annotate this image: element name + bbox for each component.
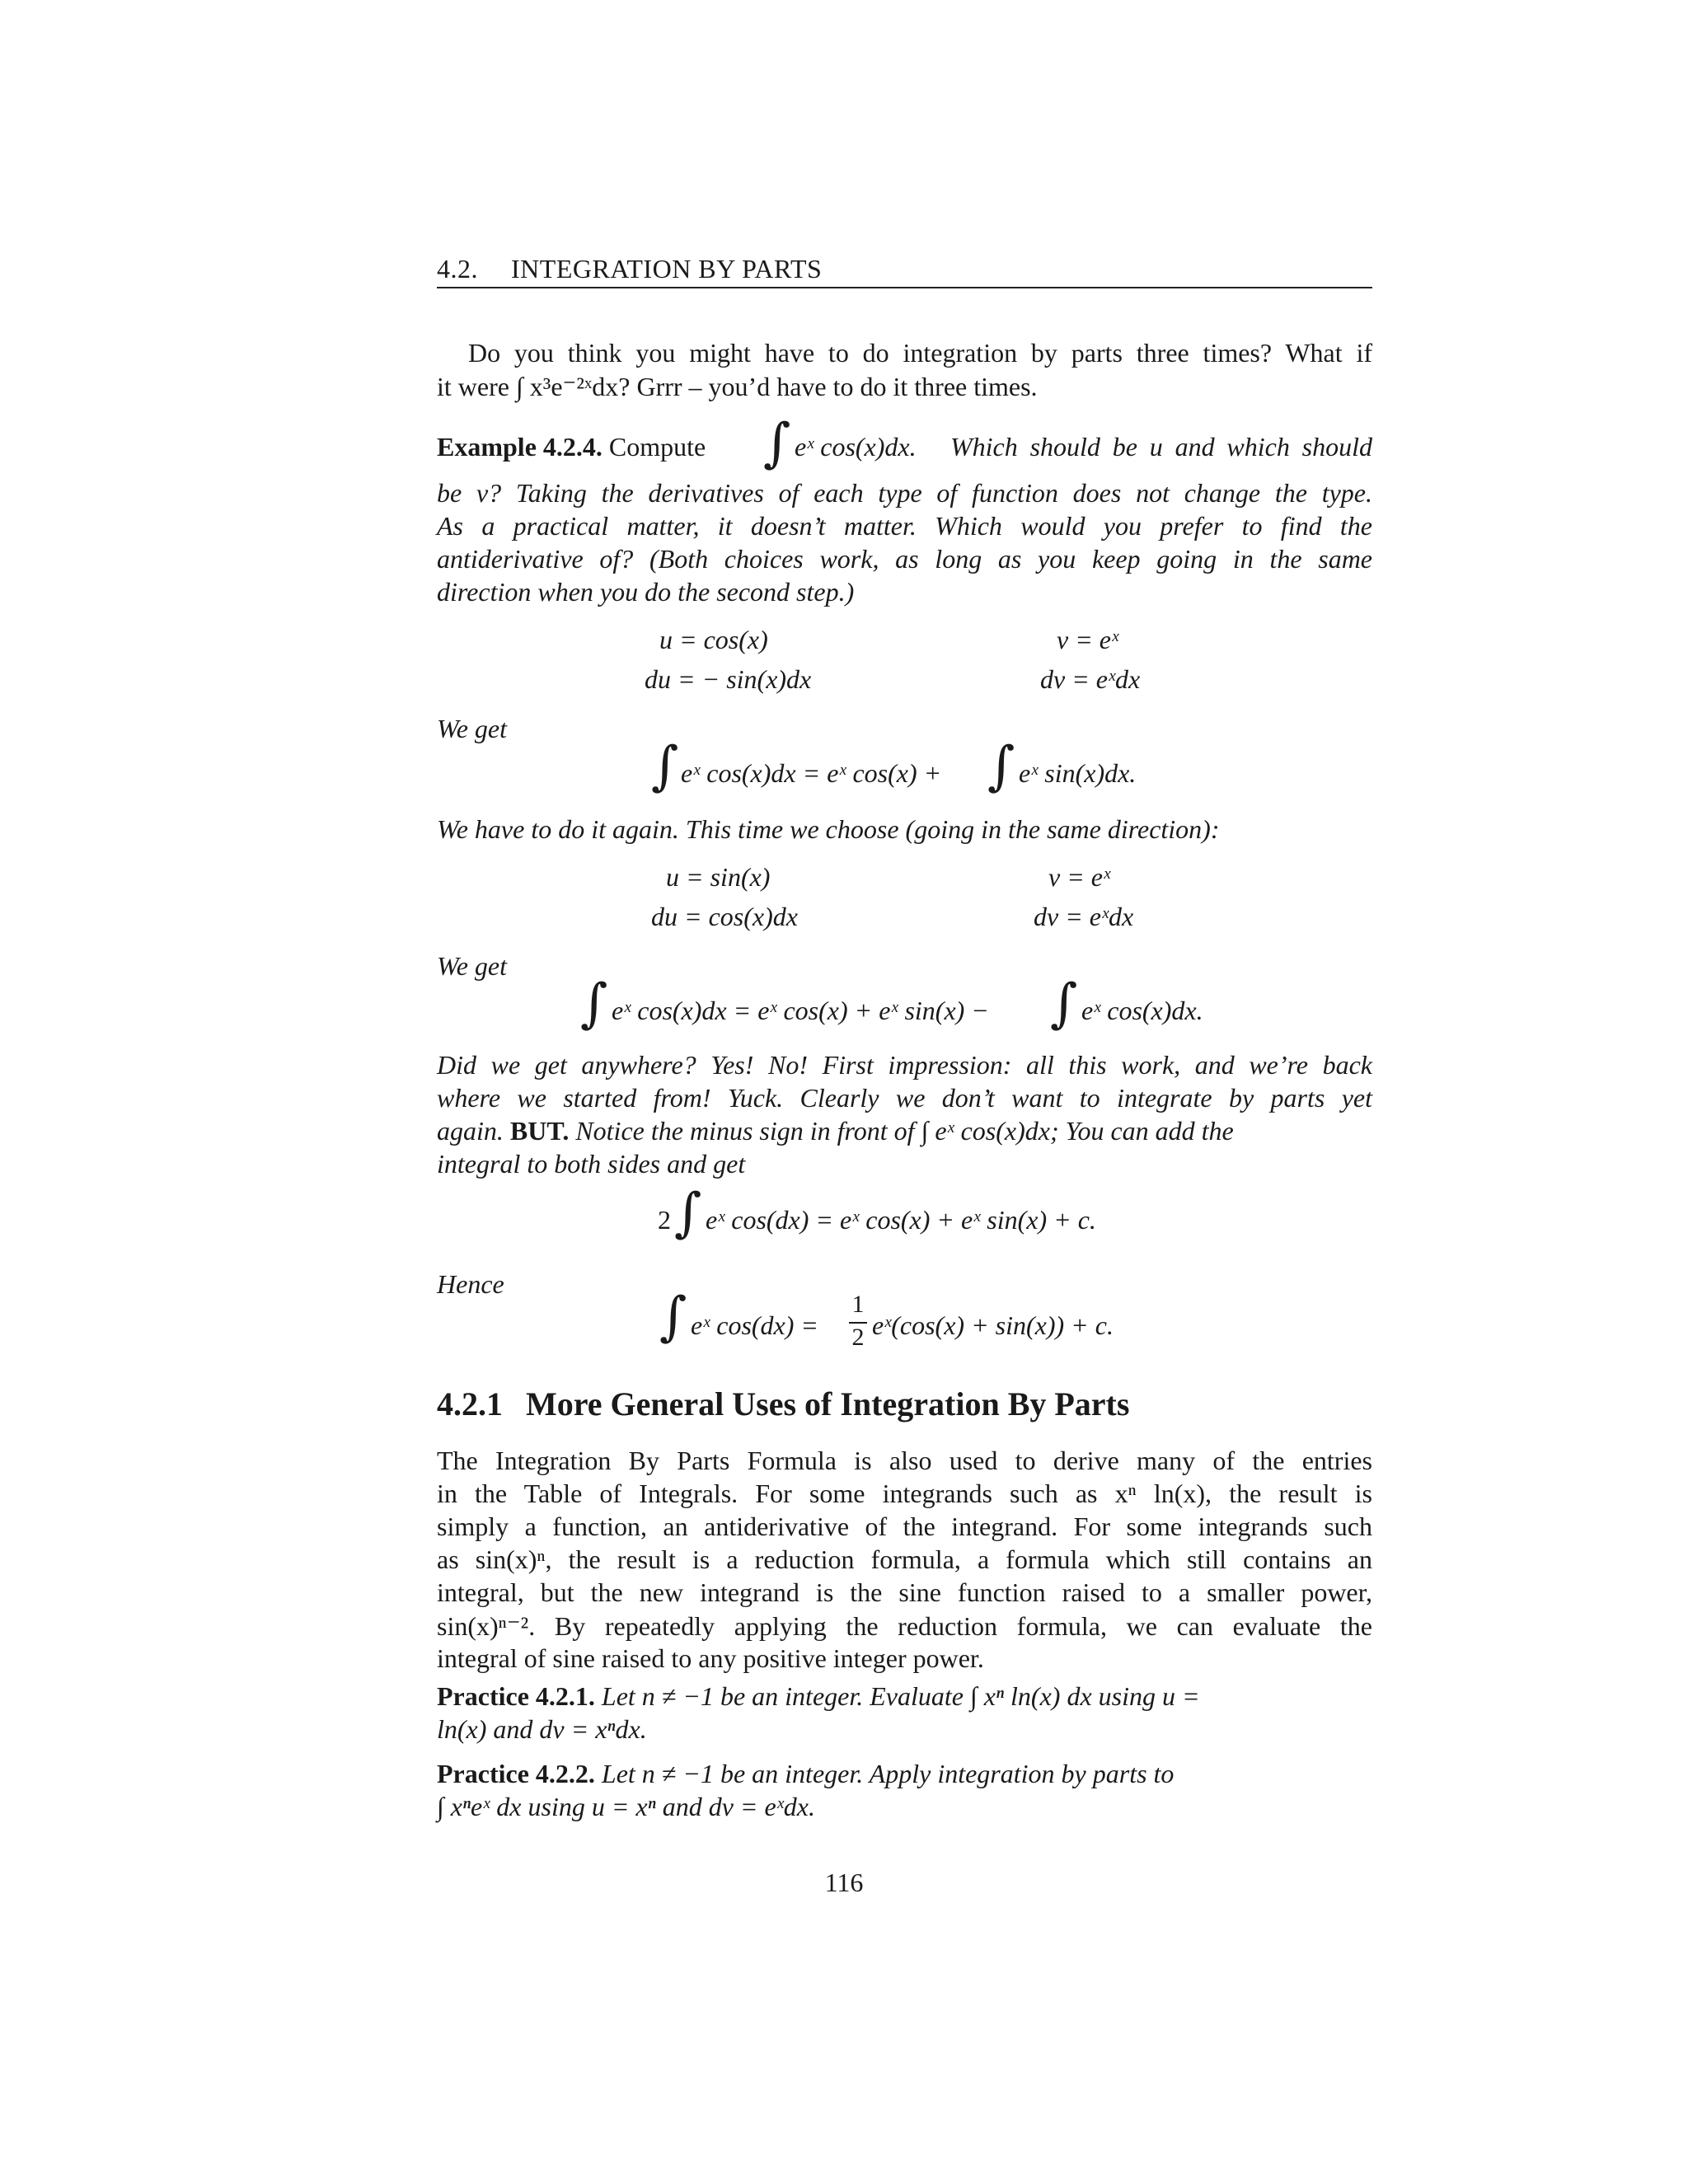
result4-rhs: eˣ(cos(x) + sin(x)) + c. [872,1310,1114,1340]
running-head [437,254,1372,284]
example-label: Example 4.2.4. [437,432,603,462]
discussion-line-4: integral to both sides and get [437,1149,746,1179]
section-title: More General Uses of Integration By Parts [526,1385,1130,1422]
integral-sign: ∫ [659,1286,687,1347]
example-integrand: eˣ cos(x)dx. [795,432,917,462]
section-heading [437,1385,1129,1423]
choice2-dv: dv = eˣdx [1034,902,1134,931]
choice1-dv: dv = eˣdx [1040,664,1141,694]
paragraph-line: sin(x)ⁿ⁻². By repeatedly applying the reduction formula, we can evaluate the [437,1611,1372,1641]
result3-coefficient: 2 [658,1205,671,1235]
paragraph-line: as sin(x)ⁿ, the result is a reduction formula, a formula which still contains an [437,1544,1372,1574]
practice2-text: Let n ≠ −1 be an integer. Apply integration by parts to [601,1759,1175,1788]
page-number: 116 [824,1868,864,1897]
discussion-line-3 [437,1116,1372,1146]
integral-sign: ∫ [763,413,791,474]
integral-sign: ∫ [987,736,1015,797]
integral-sign: ∫ [674,1183,702,1244]
integral-sign: ∫ [580,973,608,1034]
discussion-line-1: Did we get anywhere? Yes! No! First impression: all this work, and we’re back [437,1050,1372,1080]
result4-lhs: eˣ cos(dx) = [691,1310,818,1340]
header-rule [437,287,1372,288]
integral-sign: ∫ [1050,973,1078,1034]
practice1-text: Let n ≠ −1 be an integer. Evaluate ∫ xⁿ ln(x) dx using u = [601,1681,1200,1711]
section-number: 4.2.1 [437,1385,503,1422]
again-line: We have to do it again. This time we choose (going in the same direction): [437,814,1220,844]
result2-rhs: eˣ cos(x)dx. [1081,996,1203,1025]
paragraph-line: simply a function, an antiderivative of the integrand. For some integrands such [437,1511,1372,1541]
result1-rhs: eˣ sin(x)dx. [1019,758,1137,788]
paragraph-line: The Integration By Parts Formula is also used to derive many of the entries [437,1446,1372,1475]
discussion-but: BUT. [509,1116,570,1146]
practice2-line-1 [437,1759,1372,1789]
discussion-line-2: where we started from! Yuck. Clearly we don’t want to integrate by parts yet [437,1083,1372,1113]
example-line-2: be v? Taking the derivatives of each type of function does not change the type. [437,478,1372,508]
example-line-5: direction when you do the second step.) [437,577,855,607]
we-get-1: We get [437,714,508,743]
intro-line-2: it were ∫ x³e⁻²ˣdx? Grrr – you’d have to do it three times. [437,372,1038,401]
practice1-line-2: ln(x) and dv = xⁿdx. [437,1714,647,1744]
discussion-notice: Notice the minus sign in front of ∫ eˣ cos(x)dx; You can add the [575,1116,1234,1146]
running-head-number: 4.2. [437,254,478,284]
practice2-label: Practice 4.2.2. [437,1759,595,1788]
paragraph-line: integral, but the new integrand is the sine function raised to a smaller power, [437,1577,1372,1607]
choice2-du: du = cos(x)dx [651,902,798,931]
choice1-du: du = − sin(x)dx [645,664,812,694]
paragraph-line: integral of sine raised to any positive integer power. [437,1643,984,1673]
running-head-title: INTEGRATION BY PARTS [511,254,823,284]
fraction-numerator: 1 [851,1291,865,1318]
practice1-label: Practice 4.2.1. [437,1681,595,1711]
fraction-denominator: 2 [851,1324,865,1351]
practice2-line-2: ∫ xⁿeˣ dx using u = xⁿ and dv = eˣdx. [437,1792,815,1821]
example-line-4: antiderivative of? (Both choices work, as long as you keep going in the same [437,544,1372,574]
example-line-3: As a practical matter, it doesn’t matter. Which would you prefer to find the [437,511,1372,541]
result3-rhs: eˣ cos(dx) = eˣ cos(x) + eˣ sin(x) + c. [706,1205,1096,1235]
paragraph-line: in the Table of Integrals. For some integrands such as xⁿ ln(x), the result is [437,1479,1372,1508]
choice1-v: v = eˣ [1057,625,1119,654]
hence-label: Hence [437,1269,504,1299]
choice2-v: v = eˣ [1048,862,1111,892]
choice1-u: u = cos(x) [659,625,768,654]
choice2-u: u = sin(x) [666,862,771,892]
integral-sign: ∫ [651,736,679,797]
example-line-1-rest: Which should be u and which should [950,432,1372,462]
we-get-2: We get [437,951,508,981]
result1-lhs: eˣ cos(x)dx = eˣ cos(x) + [681,758,942,788]
example-header [437,432,706,462]
example-compute-word: Compute [608,432,706,462]
result2-lhs: eˣ cos(x)dx = eˣ cos(x) + eˣ sin(x) − [612,996,989,1025]
intro-line-1: Do you think you might have to do integration by parts three times? What if [468,338,1372,368]
discussion-again: again. [437,1116,504,1146]
practice1-line-1 [437,1681,1372,1712]
